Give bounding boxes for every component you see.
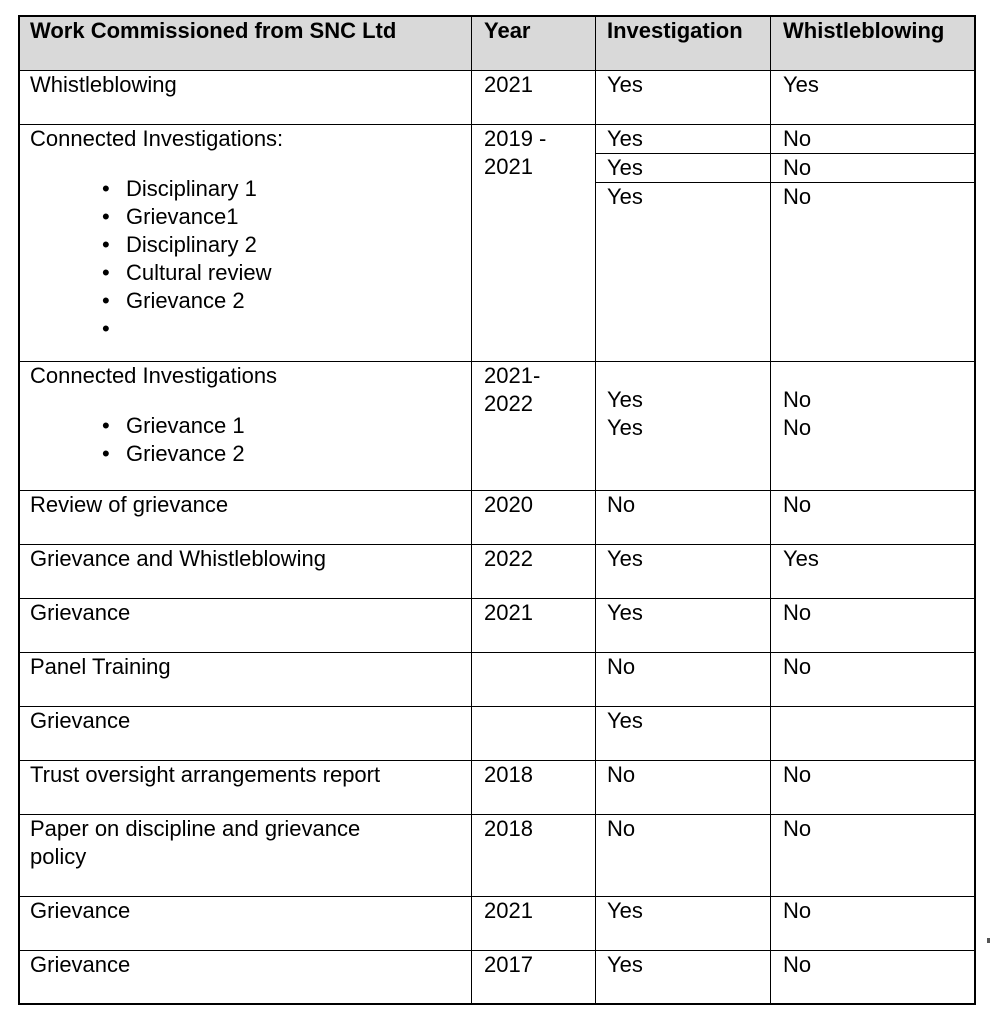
cell-whistleblowing: No xyxy=(783,762,812,787)
cell-work: Grievance and Whistleblowing xyxy=(30,546,326,571)
cell-whistleblowing: No xyxy=(783,184,812,209)
cell-investigation: Yes xyxy=(607,387,643,412)
cell-work: Grievance xyxy=(30,952,131,977)
bullet-item xyxy=(102,315,272,343)
column-divider xyxy=(770,17,771,1003)
cell-investigation: Yes xyxy=(607,155,643,180)
cell-investigation: Yes xyxy=(607,708,643,733)
cell-whistleblowing: No xyxy=(783,952,812,977)
cell-whistleblowing: Yes xyxy=(783,546,819,571)
cell-investigation: Yes xyxy=(607,600,643,625)
bullet-item: • Disciplinary 1 xyxy=(102,175,272,203)
cell-work: Trust oversight arrangements report xyxy=(30,762,381,787)
cell-year: 2021 xyxy=(484,72,533,97)
column-divider xyxy=(471,17,472,1003)
cell-year-line2: 2021 xyxy=(484,154,533,179)
cell-investigation: Yes xyxy=(607,546,643,571)
cell-year-line1: 2019 - xyxy=(484,126,547,151)
cell-work: Whistleblowing xyxy=(30,72,177,97)
cell-work: Connected Investigations xyxy=(30,363,278,388)
cell-work: Connected Investigations: xyxy=(30,126,284,151)
column-divider xyxy=(595,17,596,1003)
cell-whistleblowing: Yes xyxy=(783,72,819,97)
cell-work: Grievance xyxy=(30,600,131,625)
row-divider xyxy=(20,706,974,707)
cell-whistleblowing: No xyxy=(783,415,812,440)
cell-investigation: No xyxy=(607,762,636,787)
cell-work: Panel Training xyxy=(30,654,171,679)
cell-year: 2020 xyxy=(484,492,533,517)
cell-year: 2017 xyxy=(484,952,533,977)
cell-investigation: Yes xyxy=(607,898,643,923)
cell-investigation: No xyxy=(607,654,636,679)
bullet-item: • Grievance 2 xyxy=(102,287,272,315)
cell-work-line2: policy xyxy=(30,844,87,869)
cell-investigation: No xyxy=(607,492,636,517)
cell-work: Review of grievance xyxy=(30,492,229,517)
header-investigation: Investigation xyxy=(607,18,743,43)
cell-work: Grievance xyxy=(30,898,131,923)
cell-year: 2022 xyxy=(484,546,533,571)
cell-investigation: Yes xyxy=(607,126,643,151)
header-whistleblowing: Whistleblowing xyxy=(783,18,945,43)
cell-whistleblowing: No xyxy=(783,492,812,517)
header-work: Work Commissioned from SNC Ltd xyxy=(30,18,397,43)
bullet-item: • Grievance 2 xyxy=(102,440,245,468)
cell-year: 2021 xyxy=(484,600,533,625)
bullet-item: • Grievance 1 xyxy=(102,412,245,440)
cell-whistleblowing: No xyxy=(783,654,812,679)
cell-year: 2021 xyxy=(484,898,533,923)
header-year: Year xyxy=(484,18,531,43)
cell-whistleblowing: No xyxy=(783,816,812,841)
cell-year: 2018 xyxy=(484,816,533,841)
cell-whistleblowing: No xyxy=(783,126,812,151)
cell-work: Grievance xyxy=(30,708,131,733)
work-commissioned-table xyxy=(18,15,976,1005)
bullet-item: • Disciplinary 2 xyxy=(102,231,272,259)
cell-year-line1: 2021- xyxy=(484,363,541,388)
bullet-list xyxy=(102,175,272,343)
cell-investigation: Yes xyxy=(607,184,643,209)
bullet-list xyxy=(102,412,245,468)
cell-work-line1: Paper on discipline and grievance xyxy=(30,816,361,841)
cell-whistleblowing: No xyxy=(783,387,812,412)
cell-investigation: Yes xyxy=(607,952,643,977)
cell-year-line2: 2022 xyxy=(484,391,533,416)
cell-whistleblowing: No xyxy=(783,600,812,625)
cell-investigation: No xyxy=(607,816,636,841)
cell-whistleblowing: No xyxy=(783,155,812,180)
cell-whistleblowing: No xyxy=(783,898,812,923)
cell-investigation: Yes xyxy=(607,72,643,97)
cell-year: 2018 xyxy=(484,762,533,787)
bullet-item: • Cultural review xyxy=(102,259,272,287)
bullet-item: • Grievance1 xyxy=(102,203,272,231)
cell-investigation: Yes xyxy=(607,415,643,440)
